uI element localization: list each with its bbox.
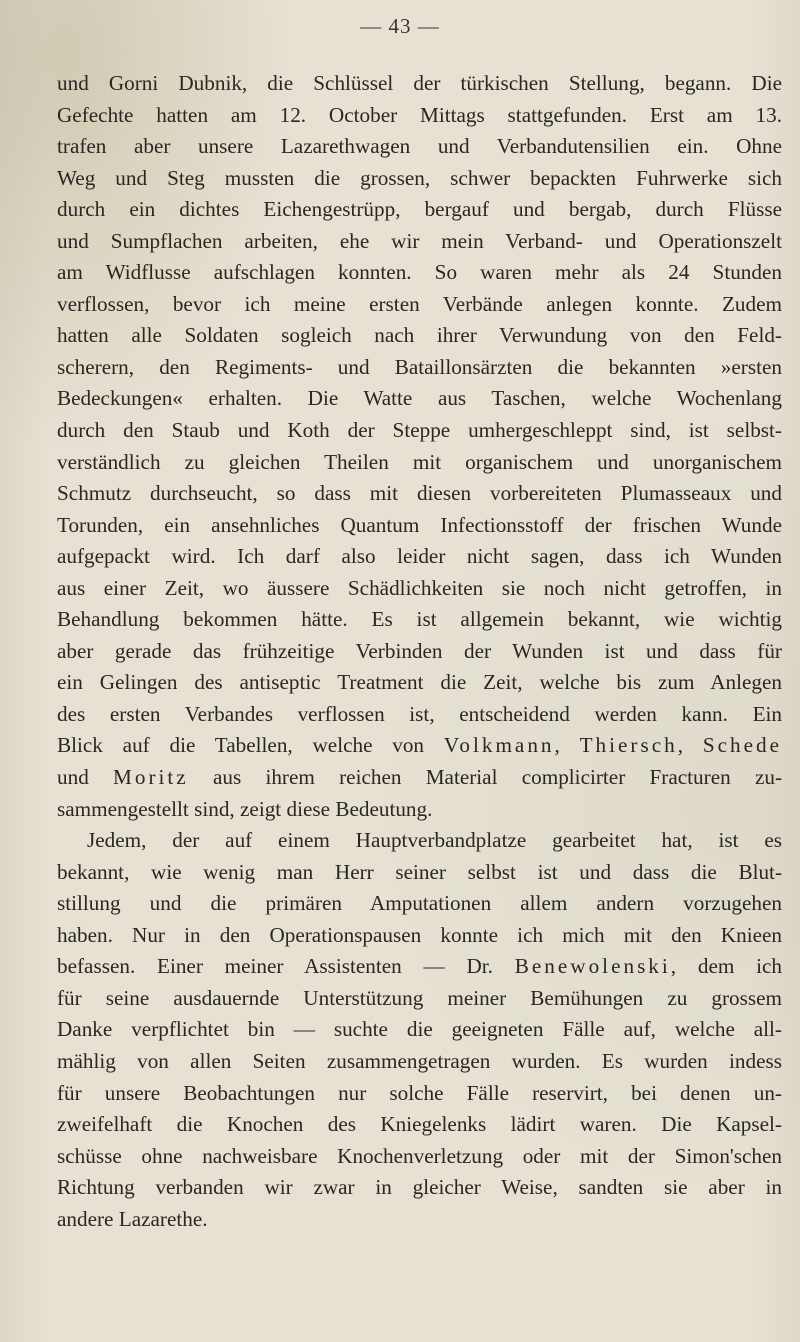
text-line: Bedeckungen« erhalten. Die Watte aus Taschen, welche Wochenlang: [57, 386, 782, 411]
body-text: [57, 68, 782, 1235]
text-segment: und: [57, 765, 114, 790]
text-line: Gefechte hatten am 12. October Mittags stattgefunden. Erst am 13.: [57, 102, 782, 127]
text-line: aber gerade das frühzeitige Verbinden der Wunden ist und dass für: [57, 638, 782, 663]
text-line: aufgepackt wird. Ich darf also leider nicht sagen, dass ich Wunden: [57, 544, 782, 569]
text-line: durch den Staub und Koth der Steppe umhergeschleppt sind, ist selbst-: [57, 418, 782, 443]
text-segment: , dem ich: [670, 954, 782, 979]
text-line: und Sumpflachen arbeiten, ehe wir mein Verband- und Operationszelt: [57, 228, 782, 253]
text-line: und Gorni Dubnik, die Schlüssel der türkischen Stellung, begann. Die: [57, 71, 782, 95]
paragraph-end-line: andere Lazarethe.: [57, 1206, 208, 1231]
text-line: am Widflusse aufschlagen konnten. So waren mehr als 24 Stunden: [57, 260, 782, 285]
text-line: Weg und Steg mussten die grossen, schwer bepackten Fuhrwerke sich: [57, 165, 782, 190]
text-line: hatten alle Soldaten sogleich nach ihrer Verwundung von den Feld-: [57, 323, 782, 348]
text-line: Schmutz durchseucht, so dass mit diesen vorbereiteten Plumasseaux und: [57, 481, 782, 506]
text-line: für unsere Beobachtungen nur solche Fälle reservirt, bei denen un-: [57, 1080, 782, 1105]
text-line: Danke verpflichtet bin — suchte die geeigneten Fälle auf, welche all-: [57, 1017, 782, 1042]
author-name-thiersch: Thiersch: [579, 733, 678, 758]
text-line: für seine ausdauernde Unterstützung meiner Bemühungen zu grossem: [57, 985, 782, 1010]
text-line: schüsse ohne nachweisbare Knochenverletzung oder mit der Simon'schen: [57, 1143, 782, 1168]
paragraph-start-line: Jedem, der auf einem Hauptverbandplatze gearbeitet hat, ist es: [87, 828, 782, 853]
text-line-benewolenski: [57, 951, 782, 983]
text-line: Behandlung bekommen hätte. Es ist allgemein bekannt, wie wichtig: [57, 607, 782, 632]
text-line-volkmann: [57, 730, 782, 762]
text-line: zweifelhaft die Knochen des Kniegelenks lädirt waren. Die Kapsel-: [57, 1112, 782, 1137]
text-line: stillung und die primären Amputationen allem andern vorzugehen: [57, 891, 782, 916]
text-segment: befassen. Einer meiner Assistenten — Dr.: [57, 954, 515, 979]
assistant-name-benewolenski: Benewolenski: [514, 954, 671, 979]
text-line: bekannt, wie wenig man Herr seiner selbst ist und dass die Blut-: [57, 859, 782, 884]
text-line: aus einer Zeit, wo äussere Schädlichkeiten sie noch nicht getroffen, in: [57, 575, 782, 600]
paragraph-end-line: sammengestellt sind, zeigt diese Bedeutung.: [57, 796, 433, 821]
text-line: mählig von allen Seiten zusammengetragen wurden. Es wurden indess: [57, 1048, 782, 1073]
text-line: ein Gelingen des antiseptic Treatment die Zeit, welche bis zum Anlegen: [57, 670, 782, 695]
author-name-moritz: Moritz: [113, 765, 189, 790]
text-line: scherern, den Regiments- und Bataillonsärzten die bekannten »ersten: [57, 354, 782, 379]
text-segment: ,: [554, 733, 580, 758]
text-line: verflossen, bevor ich meine ersten Verbände anlegen konnte. Zudem: [57, 291, 782, 316]
text-line: Torunden, ein ansehnliches Quantum Infectionsstoff der frischen Wunde: [57, 512, 782, 537]
text-line: des ersten Verbandes verflossen ist, entscheidend werden kann. Ein: [57, 701, 782, 726]
text-line-moritz: [57, 762, 782, 794]
author-name-schede: Schede: [702, 733, 783, 758]
text-line: haben. Nur in den Operationspausen konnte ich mich mit den Knieen: [57, 922, 782, 947]
text-line: trafen aber unsere Lazarethwagen und Verbandutensilien ein. Ohne: [57, 134, 782, 159]
text-segment: aus ihrem reichen Material complicirter Fracturen zu-: [188, 765, 782, 790]
text-segment: ,: [677, 733, 703, 758]
text-line: verständlich zu gleichen Theilen mit organischem und unorganischem: [57, 449, 782, 474]
page-number: — 43 —: [360, 14, 440, 38]
text-line: Richtung verbanden wir zwar in gleicher Weise, sandten sie aber in: [57, 1175, 782, 1200]
text-segment: Blick auf die Tabellen, welche von: [57, 733, 444, 758]
text-line: durch ein dichtes Eichengestrüpp, bergauf und bergab, durch Flüsse: [57, 197, 782, 222]
author-name-volkmann: Volkmann: [443, 733, 555, 758]
